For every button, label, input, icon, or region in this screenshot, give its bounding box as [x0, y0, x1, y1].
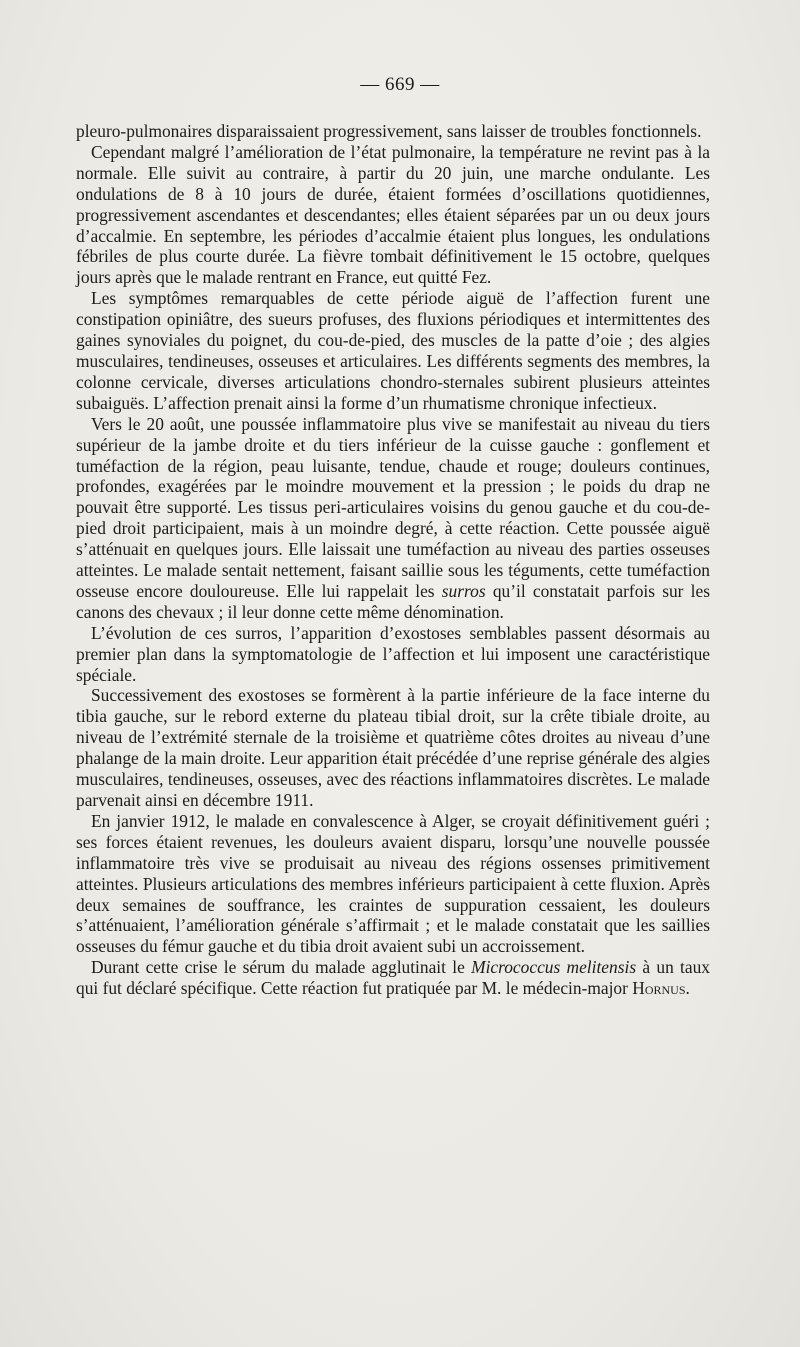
italic-term: Micrococcus melitensis	[471, 957, 637, 978]
paragraph-text: Cependant malgré l’amélioration de l’état pulmonaire, la température ne revint pas à la normale. Elle suivit au contraire, à partir du 20 juin, une marche ondulante. Les ondulations de 8 à 10 jours de durée, étaient formées d’oscillations quotidiennes, progressivement ascendantes et descendantes; elles étaient séparées par un ou deux jours d’accalmie. En septembre, les périodes d’accalmie étaient plus longues, les ondulations fébriles de plus courte durée. La fièvre tombait définitivement le 15 octobre, quelques jours après que le malade rentrant en France, eut quitté Fez.	[76, 141, 710, 288]
paragraph	[76, 685, 710, 810]
paragraph-text: Vers le 20 août, une poussée inflammatoire plus vive se manifestait au niveau du tiers supérieur de la jambe droite et du tiers inférieur de la cuisse gauche : gonflement et tuméfaction de la région, peau luisante, tendue, chaude et rouge; douleurs continues, profondes, exagérées par le moindre mouvement et la pression ; le poids du drap ne pouvait être supporté. Les tissus peri-articulaires voisins du genou gauche et du cou-de-pied droit participaient, mais à un moindre degré, à cette réaction. Cette poussée aiguë s’atténuait en quelques jours. Elle laissait une tuméfaction au niveau des parties osseuses atteintes. Le malade sentait nettement, faisant saillie sous les téguments, cette tuméfaction osseuse encore douloureuse. Elle lui rappelait les	[76, 413, 710, 601]
body-text	[76, 121, 710, 999]
paragraph	[76, 811, 710, 957]
paragraph-text: En janvier 1912, le malade en convalescence à Alger, se croyait définitivement guéri ; ses forces étaient revenues, les douleurs avaient disparu, lorsqu’une nouvelle poussée inflammatoire très vive se produisait au niveau des régions ossenses primitivement atteintes. Plusieurs articulations des membres inférieurs participaient à cette fluxion. Après deux semaines de souffrance, les craintes de suppuration cessaient, les douleurs s’atténuaient, l’amélioration générale s’affirmait ; et le malade constatait que les saillies osseuses du fémur gauche et du tibia droit avaient subi un accroissement.	[76, 810, 710, 957]
page-number: — 669 —	[360, 74, 440, 95]
paragraph-text: Durant cette crise le sérum du malade agglutinait le	[91, 957, 472, 978]
paragraph-text: Les symptômes remarquables de cette période aiguë de l’affection furent une constipation opiniâtre, des sueurs profuses, des fluxions périodiques et intermittentes des gaines synoviales du poignet, du cou-de-pied, des muscles de la patte d’oie ; des algies musculaires, tendineuses, osseuses et articulaires. Les différents segments des membres, la colonne cervicale, diverses articulations chondro-sternales subirent plusieurs atteintes subaiguës. L’affection prenait ainsi la forme d’un rhumatisme chronique infectieux.	[76, 288, 710, 413]
author-name: Hornus	[632, 978, 686, 999]
paragraph-text: Successivement des exostoses se formèrent à la partie inférieure de la face interne du tibia gauche, sur le rebord externe du plateau tibial droit, sur la crête tibiale droite, au niveau de l’extrémité sternale de la troisième et quatrième côtes droites au niveau d’une phalange de la main droite. Leur apparition était précédée d’une reprise générale des algies musculaires, tendineuses, osseuses, avec des réactions inflammatoires discrètes. Le malade parvenait ainsi en décembre 1911.	[76, 685, 710, 810]
italic-term: surros	[441, 580, 486, 601]
paragraph-text: .	[685, 978, 690, 999]
paragraph-text: pleuro-pulmonaires disparaissaient progressivement, sans laisser de troubles fonctionnels.	[76, 121, 702, 141]
paragraph	[76, 623, 710, 686]
paragraph-text: à un taux qui fut déclaré spécifique. Cette réaction fut pratiquée par M. le médecin-major	[76, 957, 710, 999]
paragraph	[76, 288, 710, 413]
paragraph-text: qu’il constatait parfois sur les canons des chevaux ; il leur donne cette même dénomination.	[76, 580, 710, 622]
paragraph	[76, 957, 710, 999]
paragraph	[76, 142, 710, 288]
paragraph	[76, 121, 710, 142]
paragraph	[76, 414, 710, 623]
paragraph-text: L’évolution de ces surros, l’apparition d’exostoses semblables passent désormais au premier plan dans la symptomatologie de l’affection et lui imposent une caractéristique spéciale.	[76, 622, 710, 685]
